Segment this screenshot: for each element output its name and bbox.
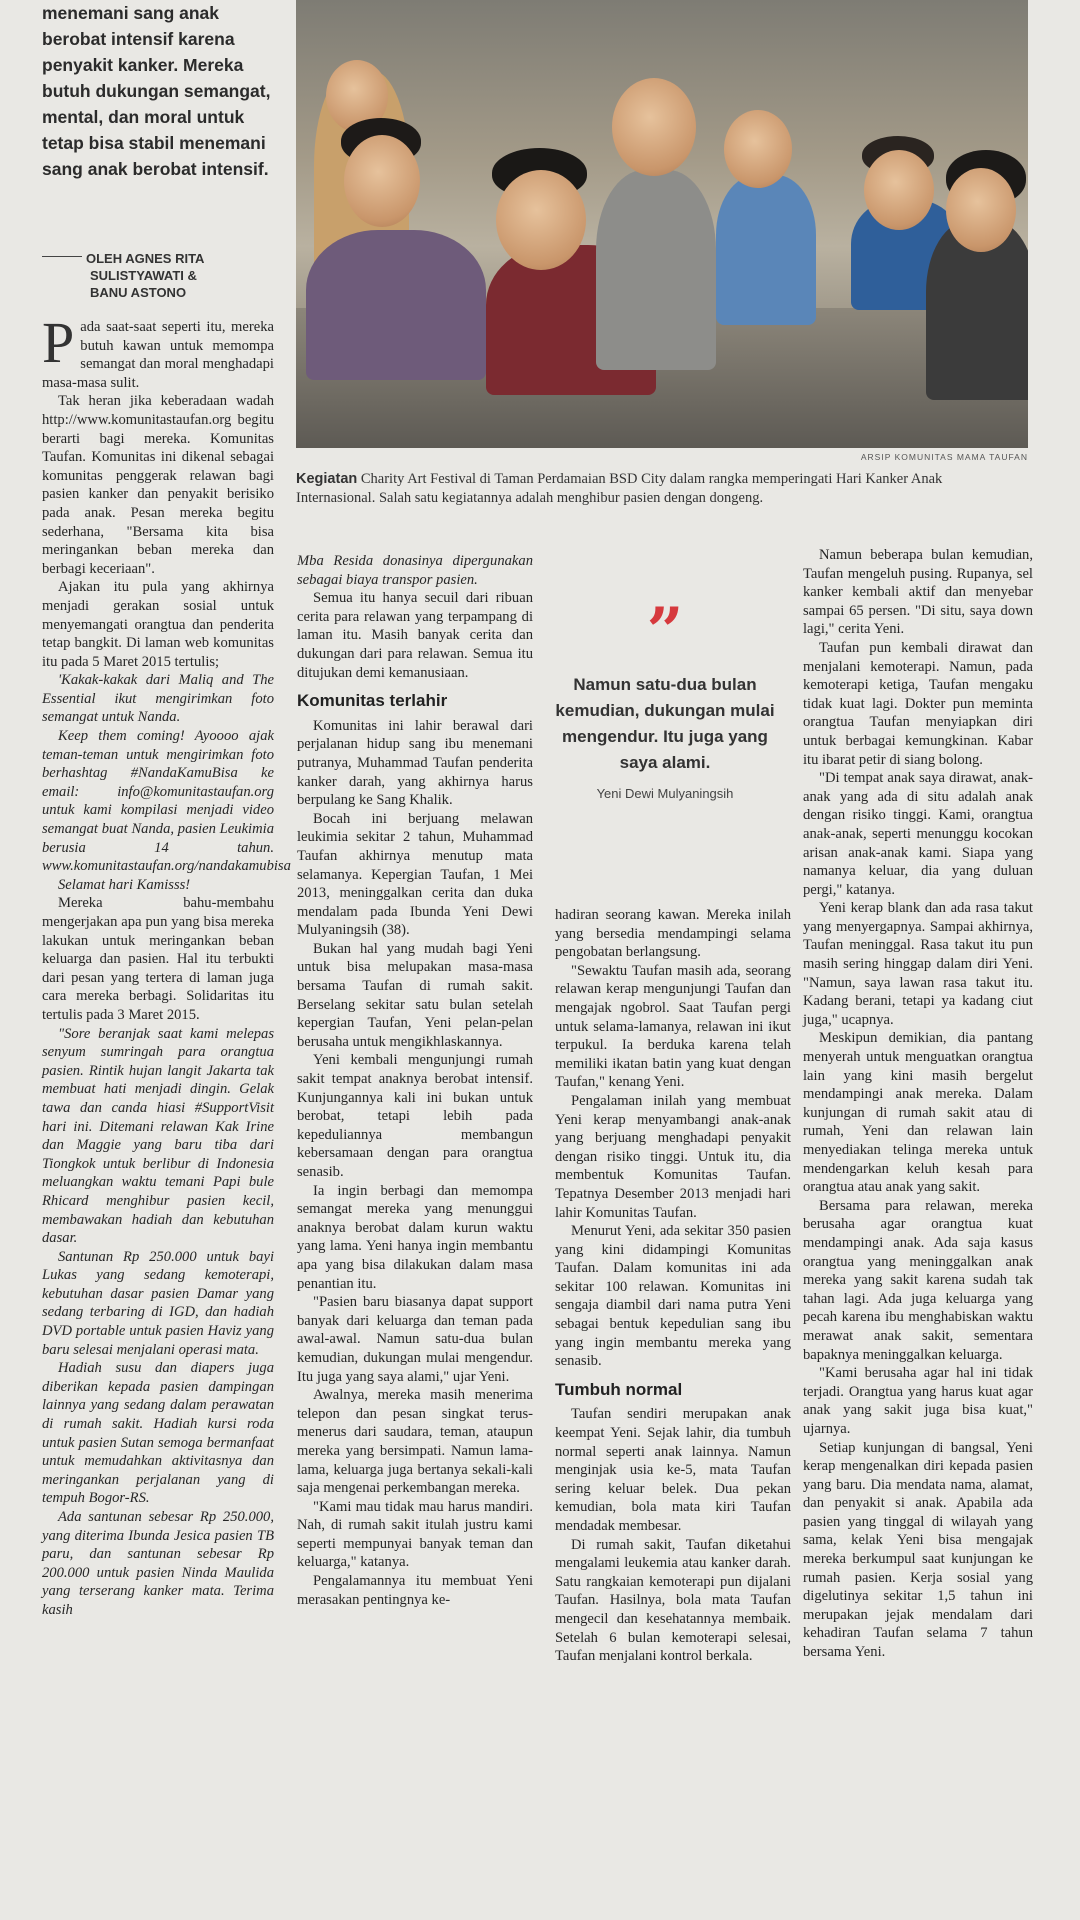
byline [42,250,282,301]
paragraph: Setiap kunjungan di bangsal, Yeni kerap mengenalkan diri kepada pasien yang baru. Dia mendata nama, alamat, dan penyakit si anak. Apabila ada pasien yang tinggal di wilayah yang sama, kelak Yeni bisa mengajak mereka berkumpul saat kunjungan ke rumah pasien. Kerja sosial yang digelutinya sekitar 1,5 tahun ini merupakan jejak mendalam dari kehadiran Taufan selama 7 tahun bersama Yeni. [803,1439,1033,1661]
photo-face [724,110,792,188]
paragraph: Namun beberapa bulan kemudian, Taufan mengeluh pusing. Rupanya, sel kanker kembali aktif dan menyebar sampai 65 persen. "Di situ, saya down lagi," cerita Yeni. [803,547,1033,638]
subheading-tumbuh: Tumbuh normal [555,1379,683,1399]
paragraph: Ia ingin berbagi dan memompa semangat mereka yang menunggui anaknya berobat dalam kurun waktu yang lama. Yeni hanya ingin membantu apa yang bisa dilakukan dalam masa penantian itu. [297,1182,533,1292]
article-photo [296,0,1028,448]
photo-caption [296,470,1016,508]
paragraph: "Di tempat anak saya dirawat, anak-anak yang ada di situ adalah anak dengan risiko tinggi. Kami, orangtua anak-anak, seperti menunggu kocokan arisan anak-anak kami. Siapa yang namanya keluar, dia yang duluan pergi," katanya. [803,770,1033,898]
paragraph-text: ada saat-saat seperti itu, mereka butuh kawan untuk memompa semangat dan moral menghadapi masa-masa sulit. [42,319,274,391]
paragraph: Awalnya, mereka masih menerima telepon dan pesan singkat terus-menerus dari saudara, teman, ataupun mereka yang bersimpati. Namun lama-lama, keluarga juga bertanya sekali-kali saja mengenai perkembangan mereka. [297,1387,533,1497]
paragraph: Taufan sendiri merupakan anak keempat Yeni. Sejak lahir, dia tumbuh normal seperti anak lainnya. Namun menginjak usia ke-5, mata Taufan sering keluar belek. Dua pekan kemudian, bola mata kiri Taufan mendadak membesar. [555,1406,791,1534]
paragraph: Ajakan itu pula yang akhirnya menjadi gerakan sosial untuk menyemangati orangtua dan penderita tetap bangkit. Di laman web komunitas itu pada 5 Maret 2015 tertulis; [42,579,274,670]
paragraph: Yeni kerap blank dan ada rasa takut yang menyergapnya. Sampai akhirnya, Taufan meninggal. Rasa takut itu pun masih sering hinggap dalam diri Yeni. "Namun, saya lawan rasa takut itu. Kadang berani, tetapi ya kadang ciut juga," ucapnya. [803,900,1033,1028]
paragraph: 'Kakak-kakak dari Maliq and The Essential ikut mengirimkan foto semangat untuk Nanda. [42,672,274,726]
paragraph: "Kami berusaha agar hal ini tidak terjadi. Orangtua yang harus kuat agar anak yang sakit juga bisa kuat," ujarnya. [803,1365,1033,1437]
photo-credit: ARSIP KOMUNITAS MAMA TAUFAN [860,452,1028,462]
paragraph: Keep them coming! Ayoooo ajak teman-teman untuk mengirimkan foto berhashtag #NandaKamuBisa ke email: info@komunitastaufan.org untuk kami kompilasi menjadi video semangat buat Nanda, pasien Leukimia berusia 14 tahun. www.komunitastaufan.org/nandakamubisa [42,728,291,875]
byline-line2: SULISTYAWATI & [90,268,197,283]
photo-face [344,135,420,227]
paragraph: "Sewaktu Taufan masih ada, seorang relawan kerap mengunjungi Taufan dan mengajak ngobrol. Saat Taufan pergi untuk selama-lamanya, relawan ini ikut terpukul. Ia berduka karena telah memiliki ikatan batin yang kuat dengan Taufan," kenang Yeni. [555,962,791,1091]
paragraph: Ada santunan sebesar Rp 250.000, yang diterima Ibunda Jesica pasien TB paru, dan santunan sebesar Rp 200.000 untuk pasien Ninda Maulida yang terserang kanker mata. Terima kasih [42,1509,274,1618]
paragraph: Meskipun demikian, dia pantang menyerah untuk menguatkan orangtua lain yang kini masih bergelut mendampingi anak mereka. Dalam kunjungan di rumah sakit atau di rumah, Yeni dan relawan lain menyediakan telinga mereka untuk mendengarkan keluh kesah para orangtua atau anak yang sakit. [803,1030,1033,1196]
pull-quote [555,594,775,801]
drop-cap: P [42,310,75,375]
column-2 [297,552,533,1609]
paragraph: Bersama para relawan, mereka berusaha agar orangtua kuat mendampingi anak. Ada saja kasus orangtua yang meninggalkan anak mereka yang sakit karena sudah tak tahan lagi. Ada juga keluarga yang pecah karena ibu menghabiskan waktu merawat anak sakit, sementara bapaknya meninggalkan keluarga. [803,1197,1033,1363]
paragraph: Di rumah sakit, Taufan diketahui mengalami leukemia atau kanker darah. Satu rangkaian kemoterapi pun dijalani Taufan. Hasilnya, bola mata Taufan mengecil dan kesehatannya membaik. Setelah 6 bulan kemoterapi selesai, Taufan menjalani kontrol berkala. [555,1536,791,1665]
paragraph: Pengalamannya itu membuat Yeni merasakan pentingnya ke- [297,1573,533,1608]
paragraph: Yeni kembali mengunjungi rumah sakit tempat anaknya berobat intensif. Kunjungannya kali ini bukan untuk berobat, tetapi lebih pada kepeduliannya membangun kebersamaan dengan para orangtua senasib. [297,1052,533,1180]
photo-figure-boy-left [306,230,486,380]
quote-mark-icon: ” [646,594,684,669]
article-teaser: menemani sang anak berobat intensif karena penyakit kanker. Mereka butuh dukungan semangat, mental, dan moral untuk tetap bisa stabil menemani sang anak berobat intensif. [42,3,271,179]
paragraph: Taufan pun kembali dirawat dan menjalani kemoterapi. Namun, pada kemoterapi ketiga, Taufan mengaku tidak kuat lagi. Dokter pun meminta orangtua Taufan menyiapkan diri untuk berbagai kemungkinan. Kabar itu ibarat petir di siang bolong. [803,639,1033,768]
paragraph [42,310,274,392]
paragraph: Komunitas ini lahir berawal dari perjalanan hidup sang ibu menemani putranya, Muhammad Taufan penderita kanker darah, yang akhirnya harus berpulang ke Sang Khalik. [297,717,533,809]
photo-face [612,78,696,176]
paragraph: Bukan hal yang mudah bagi Yeni untuk bisa melupakan masa-masa bersama Taufan di rumah sakit. Berselang sekitar satu bulan setelah kepergian Taufan, Yeni pelan-pelan berusaha untuk mengikhlaskannya. [297,940,533,1050]
photo-face [946,168,1016,252]
column-4 [803,546,1033,1662]
paragraph: Mereka bahu-membahu mengerjakan apa pun yang bisa mereka lakukan untuk meringankan beban keluarga dan pasien. Hal itu terbukti dari pesan yang tertera di laman juga cara mereka berbagi. Solidaritas itu tertulis pada 3 Maret 2015. [42,895,274,1023]
pull-quote-text: Namun satu-dua bulan kemudian, dukungan mulai mengendur. Itu juga yang saya alami. [555,675,775,772]
paragraph: "Sore beranjak saat kami melepas senyum sumringah para orangtua pasien. Rintik hujan langit Jakarta tak membuat hati menjadi dingin. Gelak tawa dan canda hiasi #SupportVisit hari ini. Ditemani relawan Kak Irine dan Maggie yang baru tiba dari Tiongkok untuk berlibur di Indonesia meluangkan waktu temani Papi bule Rhicard menghibur pasien kecil, membawakan hadiah dan kebutuhan dasar. [42,1025,274,1247]
caption-lead: Kegiatan [296,471,358,487]
caption-text: Charity Art Festival di Taman Perdamaian BSD City dalam rangka memperingati Hari Kanker Anak Internasional. Salah satu kegiatannya adalah menghibur pasien dengan dongeng. [296,471,943,506]
paragraph: Pengalaman inilah yang membuat Yeni kerap menyambangi anak-anak yang berjuang menghadapi penyakit dengan risiko tinggi. Untuk itu, dia membentuk Komunitas Taufan. Tepatnya Desember 2013 menjadi hari lahir Komunitas Taufan. [555,1092,791,1221]
paragraph: Bocah ini berjuang melawan leukimia sekitar 2 tahun, Muhammad Taufan akhirnya menutup mata selamanya. Kepergian Taufan, 1 Mei 2013, meninggalkan cerita dan duka mendalam pada Ibunda Yeni Dewi Mulyaningsih (38). [297,810,533,939]
paragraph: hadiran seorang kawan. Mereka inilah yang bersedia mendampingi selama pengobatan berlangsung. [555,907,791,961]
column-3 [555,906,791,1666]
paragraph: Mba Resida donasinya dipergunakan sebagai biaya transpor pasien. [297,553,533,588]
photo-figure-boy-blue [716,175,816,325]
paragraph: Menurut Yeni, ada sekitar 350 pasien yang kini didampingi Komunitas Taufan. Dalam komunitas ini ada sekitar 100 relawan. Komunitas ini sengaja diambil dari nama putra Yeni sebagai bentuk kepedulian sang ibu yang ingin membantu mereka yang senasib. [555,1223,791,1370]
column-1 [42,310,291,1620]
photo-figure-boy-gray [596,170,716,370]
pull-quote-author: Yeni Dewi Mulyaningsih [596,786,734,801]
byline-rule [42,256,82,257]
paragraph: "Kami mau tidak mau harus mandiri. Nah, di rumah sakit itulah justru kami seperti mempunyai banyak teman dan keluarga," katanya. [297,1498,533,1571]
photo-face [496,170,586,270]
paragraph: Tak heran jika keberadaan wadah http://www.komunitastaufan.org begitu berarti bagi mereka. Komunitas Taufan. Komunitas ini dikenal sebagai komunitas penggerak relawan bagi pasien kanker dan penyakit berisiko pada anak. Pesan mereka begitu sederhana, "Bersama kita bisa meringankan beban mereka dan berbagi keceriaan". [42,393,274,577]
paragraph: "Pasien baru biasanya dapat support banyak dari keluarga dan teman pada awal-awal. Namun satu-dua bulan kemudian, dukungan mulai mengendur. Itu juga yang saya alami," ujar Yeni. [297,1294,533,1385]
byline-line3: BANU ASTONO [90,285,187,300]
photo-face [864,150,934,230]
paragraph: Selamat hari Kamisss! [58,876,191,893]
byline-line1: OLEH AGNES RITA [86,251,205,266]
paragraph: Hadiah susu dan diapers juga diberikan kepada pasien dampingan lainnya yang sedang dalam perawatan di rumah sakit. Hadiah kursi roda untuk pasien Sutan semoga bermanfaat untuk memudahkan aktivitasnya dan meringankan perjalanan yang di tempuh Bogor-RS. [42,1360,274,1507]
paragraph: Santunan Rp 250.000 untuk bayi Lukas yang sedang kemoterapi, kebutuhan dasar pasien Damar yang sedang terbaring di IGD, dan hadiah DVD portable untuk pasien Haviz yang baru selesai menjalani operasi mata. [42,1248,274,1358]
paragraph: Semua itu hanya secuil dari ribuan cerita para relawan yang terpampang di laman itu. Masih banyak cerita dan dukungan dari para relawan. Semua itu ditujukan demi kemanusiaan. [297,590,533,681]
subheading-komunitas: Komunitas terlahir [297,691,448,711]
